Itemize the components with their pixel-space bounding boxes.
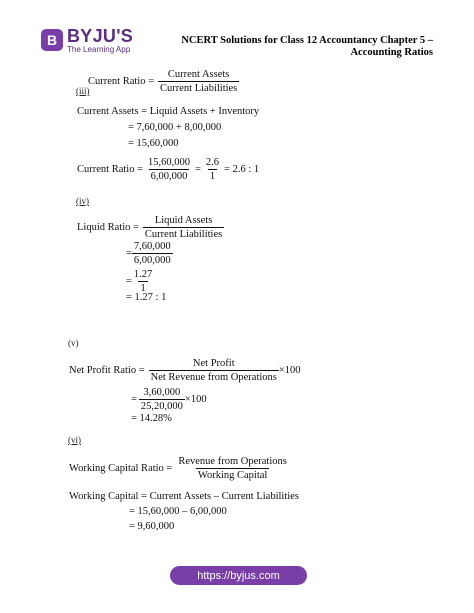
current-ratio-label: Current Ratio = [88, 76, 154, 88]
byjus-logo-icon: B [41, 29, 63, 51]
page-title-line1: NCERT Solutions for Class 12 Accountancy Chapter 5 – [181, 35, 433, 46]
current-ratio-result: = 2.6 : 1 [224, 164, 260, 176]
working-capital-result: = 9,60,000 [129, 521, 175, 532]
current-ratio-formula [88, 68, 239, 95]
net-profit-ratio-result: = 14.28% [131, 413, 172, 424]
brand-name: BYJU'S [67, 25, 134, 46]
net-profit-ratio-formula: Net Profit Ratio = $\frac{\text{Net Profit}}{\text{Net Revenue from Operations}}$ ×100 [69, 358, 301, 384]
part-iv-label: (iv) [76, 196, 89, 206]
net-profit-ratio-step: = $\frac{3,60,000}{25,20,000}$ ×100 [131, 387, 207, 413]
current-ratio-fraction: $\frac{\text{Current Assets}}{\text{Current Liabilities}}$ [160, 69, 238, 95]
brand-tagline: The Learning App [67, 44, 131, 54]
part-v-label: (v) [68, 338, 79, 348]
working-capital-ratio-formula: Working Capital Ratio = $\frac{\text{Revenue from Operations}}{\text{Working Capital}}$ [69, 456, 287, 482]
liquid-ratio-result: = 1.27 : 1 [126, 292, 167, 303]
current-assets-line: Current Assets = Liquid Assets + Inventory [77, 106, 260, 117]
current-assets-sum: = 7,60,000 + 8,00,000 [128, 122, 222, 133]
working-capital-line: Working Capital = Current Assets – Current Liabilities [69, 491, 299, 502]
working-capital-calc: = 15,60,000 – 6,00,000 [129, 506, 227, 517]
page-title-line2: Accounting Ratios [350, 47, 433, 58]
liquid-ratio-formula: Liquid Ratio = $\frac{\text{Liquid Assets}}{\text{Current Liabilities}}$ [77, 215, 223, 241]
website-link[interactable]: https://byjus.com [170, 566, 307, 585]
liquid-ratio-step2: = $\frac{1.27}{1}$ [126, 269, 153, 295]
part-iii-label: (iii) [76, 86, 90, 96]
current-assets-total: = 15,60,000 [128, 138, 179, 149]
liquid-ratio-step1: = $\frac{7,60,000}{6,00,000}$ [126, 241, 171, 267]
byjus-logo [41, 26, 133, 54]
part-vi-label: (vi) [68, 435, 81, 445]
current-ratio-calc: Current Ratio = $\frac{15,60,000}{6,00,000}$ = $\frac{2.6}{1}$ = 2.6 : 1 [77, 157, 260, 183]
